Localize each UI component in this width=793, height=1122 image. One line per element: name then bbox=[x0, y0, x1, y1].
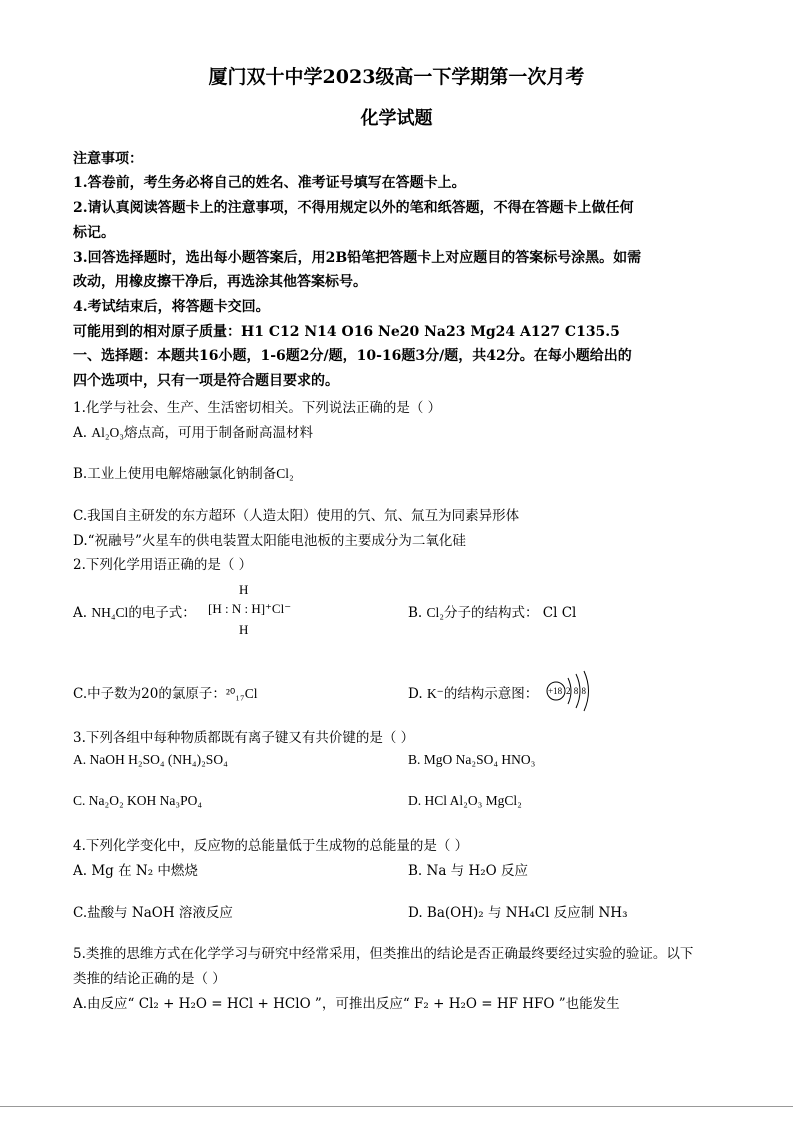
q2-option-d bbox=[408, 682, 538, 702]
q2-d-prefix: D. bbox=[408, 686, 427, 702]
q2-d-text: 的结构示意图： bbox=[443, 686, 539, 702]
section-1-line-1: 一、选择题：本题共16小题，1-6题2分/题，10-16题3分/题，共42分。在每小题给出的 bbox=[73, 348, 632, 364]
q1-b-formula: Cl₂ bbox=[276, 466, 294, 481]
q3-option-c: C. Na₂O₂ KOH Na₃PO₄ bbox=[73, 793, 203, 808]
notes-heading: 注意事项： bbox=[73, 151, 143, 167]
q2-a-formula: NH₄Cl bbox=[91, 605, 129, 620]
q1-stem: 1.化学与社会、生产、生活密切相关。下列说法正确的是（ ） bbox=[73, 400, 442, 416]
q3-option-a: A. NaOH H₂SO₄ (NH₄)₂SO₄ bbox=[73, 752, 228, 767]
q2-c-text: C.中子数为20的氯原子： bbox=[73, 686, 226, 702]
q3-option-b: B. MgO Na₂SO₄ HNO₃ bbox=[408, 752, 536, 767]
note-3b: 改动，用橡皮擦干净后，再选涂其他答案标号。 bbox=[73, 274, 367, 290]
q2-stem: 2.下列化学用语正确的是（ ） bbox=[73, 557, 253, 573]
note-4: 4.考试结束后，将答题卡交回。 bbox=[73, 299, 270, 315]
q5-option-a: A.由反应“ Cl₂ + H₂O = HCl + HClO ”，可推出反应“ F₂ + H₂O = HF HFO ”也能发生 bbox=[73, 996, 620, 1012]
q1-option-b bbox=[73, 462, 294, 482]
q4-stem: 4.下列化学变化中，反应物的总能量低于生成物的总能量的是（ ） bbox=[73, 838, 469, 854]
q1-a-text: 熔点高，可用于制备耐高温材料 bbox=[124, 425, 314, 441]
q4-option-b: B. Na 与 H₂O 反应 bbox=[408, 863, 528, 879]
lewis-structure: [H : N : H]⁺Cl⁻ bbox=[208, 601, 292, 616]
electron-shells: 2 8 8 bbox=[566, 686, 586, 696]
exam-subtitle: 化学试题 bbox=[360, 108, 433, 129]
q2-option-c bbox=[73, 682, 257, 702]
q2-d-formula: K⁻ bbox=[426, 686, 444, 701]
q2-a-text: 的电子式： bbox=[128, 605, 196, 621]
q3-option-d: D. HCl Al₂O₃ MgCl₂ bbox=[408, 793, 522, 808]
q4-option-c: C.盐酸与 NaOH 溶液反应 bbox=[73, 905, 233, 921]
lewis-bottom-h: H bbox=[239, 622, 249, 637]
section-1-line-2: 四个选项中，只有一项是符合题目要求的。 bbox=[73, 373, 339, 389]
q1-a-formula: Al₂O₃ bbox=[91, 425, 125, 440]
q4-option-a: A. Mg 在 N₂ 中燃烧 bbox=[73, 863, 198, 879]
q5-stem-2: 类推的结论正确的是（ ） bbox=[73, 971, 226, 987]
note-3a: 3.回答选择题时，选出每小题答案后，用2B铅笔把答题卡上对应题目的答案标号涂黑。如需 bbox=[73, 250, 642, 266]
q1-option-c: C.我国自主研发的东方超环（人造太阳）使用的氕、氘、氚互为同素异形体 bbox=[73, 508, 520, 524]
note-2b: 标记。 bbox=[73, 225, 115, 241]
q2-option-a bbox=[73, 601, 196, 621]
page-bottom-rule bbox=[0, 1106, 793, 1107]
q3-stem: 3.下列各组中每种物质都既有离子键又有共价键的是（ ） bbox=[73, 730, 415, 746]
note-2a: 2.请认真阅读答题卡上的注意事项，不得用规定以外的笔和纸答题，不得在答题卡上做任何 bbox=[73, 200, 634, 216]
q2-a-prefix: A. bbox=[73, 605, 92, 621]
q2-option-b bbox=[408, 601, 576, 621]
nucleus-charge: +18 bbox=[548, 686, 563, 696]
note-1: 1.答卷前，考生务必将自己的姓名、准考证号填写在答题卡上。 bbox=[73, 175, 466, 191]
q2-b-formula: Cl₂ bbox=[426, 605, 444, 620]
q5-stem-1: 5.类推的思维方式在化学学习与研究中经常采用，但类推出的结论是否正确最终要经过实验的验证。以下 bbox=[73, 946, 694, 962]
q2-b-text: 分子的结构式： Cl Cl bbox=[443, 605, 577, 621]
q2-b-prefix: B. bbox=[408, 605, 427, 621]
q1-b-text: B.工业上使用电解熔融氯化钠制备 bbox=[73, 466, 277, 482]
q1-option-a bbox=[73, 421, 313, 441]
q1-option-d: D.“祝融号”火星车的供电装置太阳能电池板的主要成分为二氧化硅 bbox=[73, 533, 466, 549]
exam-title: 厦门双十中学2023级高一下学期第一次月考 bbox=[208, 66, 585, 88]
q2-c-formula: ²⁰₁₇Cl bbox=[225, 686, 258, 701]
q4-option-d: D. Ba(OH)₂ 与 NH₄Cl 反应制 NH₃ bbox=[408, 905, 628, 921]
atomic-masses: 可能用到的相对原子质量：H1 C12 N14 O16 Ne20 Na23 Mg24 A127 C135.5 bbox=[73, 324, 620, 340]
q1-a-prefix: A. bbox=[73, 425, 92, 441]
lewis-top-h: H bbox=[239, 582, 249, 597]
